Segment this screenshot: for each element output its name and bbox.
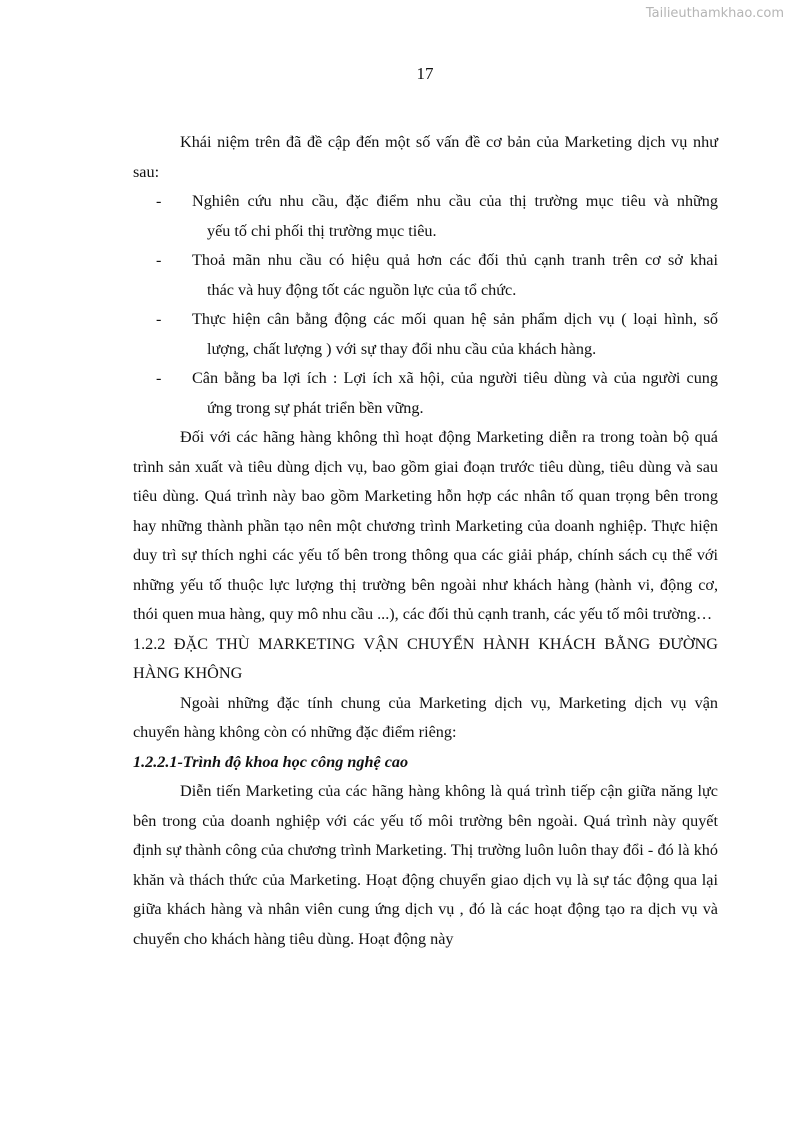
bullet-item bbox=[133, 364, 718, 423]
bullet-item bbox=[133, 246, 718, 305]
bullet-line: Cân bằng ba lợi ích : Lợi ích xã hội, của người tiêu dùng và của người cung bbox=[192, 369, 718, 387]
bullet-dash: - bbox=[156, 251, 162, 269]
watermark: Tailieuthamkhao.com bbox=[645, 6, 784, 21]
bullet-dash: - bbox=[156, 369, 162, 387]
bullet-line: Nghiên cứu nhu cầu, đặc điểm nhu cầu của thị trường mục tiêu và những bbox=[192, 192, 718, 210]
technology-paragraph: Diễn tiến Marketing của các hãng hàng không là quá trình tiếp cận giữa năng lực bên trong của doanh nghiệp với các yếu tố môi trường bên ngoài. Quá trình này quyết định sự thành công của chương trình Marketing. Thị trường luôn luôn thay đổi - đó là khó khăn và thách thức của Marketing. Hoạt động chuyển giao dịch vụ là sự tác động qua lại giữa khách hàng và nhân viên cung ứng dịch vụ , đó là các hoạt động tạo ra dịch vụ và chuyển cho khách hàng tiêu dùng. Hoạt động này bbox=[133, 782, 718, 948]
bullet-line: thác và huy động tốt các nguồn lực của tổ chức. bbox=[207, 280, 517, 299]
intro-paragraph: Khái niệm trên đã đề cập đến một số vấn đề cơ bản của Marketing dịch vụ như sau: bbox=[133, 133, 718, 181]
bullet-dash: - bbox=[156, 192, 162, 210]
section-heading: 1.2.2 ĐẶC THÙ MARKETING VẬN CHUYỂN HÀNH KHÁCH BẰNG ĐƯỜNG HÀNG KHÔNG bbox=[133, 634, 718, 682]
page-number: 17 bbox=[416, 64, 434, 83]
bullet-line: ứng trong sự phát triển bền vững. bbox=[207, 398, 424, 417]
airlines-paragraph: Đối với các hãng hàng không thì hoạt động Marketing diễn ra trong toàn bộ quá trình sản xuất và tiêu dùng dịch vụ, bao gồm giai đoạn trước tiêu dùng, tiêu dùng và sau tiêu dùng. Quá trình này bao gồm Marketing hỗn hợp các nhân tố quan trọng bên trong hay những thành phần tạo nên một chương trình Marketing của doanh nghiệp. Thực hiện duy trì sự thích nghi các yếu tố bên trong thông qua các giải pháp, chính sách cụ thể với những yếu tố thuộc lực lượng thị trường bên ngoài như khách hàng (hành vi, động cơ, thói quen mua hàng, quy mô nhu cầu ...), các đối thủ cạnh tranh, các yếu tố môi trường… bbox=[133, 428, 718, 623]
bullet-line: lượng, chất lượng ) với sự thay đổi nhu cầu của khách hàng. bbox=[207, 339, 597, 358]
bullet-line: Thực hiện cân bằng động các mối quan hệ sản phẩm dịch vụ ( loại hình, số bbox=[192, 310, 718, 328]
page-body bbox=[133, 128, 718, 954]
bullet-line: yếu tố chi phối thị trường mục tiêu. bbox=[207, 221, 437, 240]
features-paragraph: Ngoài những đặc tính chung của Marketing dịch vụ, Marketing dịch vụ vận chuyển hàng không còn có những đặc điểm riêng: bbox=[133, 693, 718, 741]
bullet-dash: - bbox=[156, 310, 162, 328]
bullet-line: Thoả mãn nhu cầu có hiệu quả hơn các đối thủ cạnh tranh trên cơ sở khai bbox=[192, 251, 718, 269]
bullet-item bbox=[133, 305, 718, 364]
subsection-heading: 1.2.2.1-Trình độ khoa học công nghệ cao bbox=[133, 752, 409, 771]
bullet-item bbox=[133, 187, 718, 246]
